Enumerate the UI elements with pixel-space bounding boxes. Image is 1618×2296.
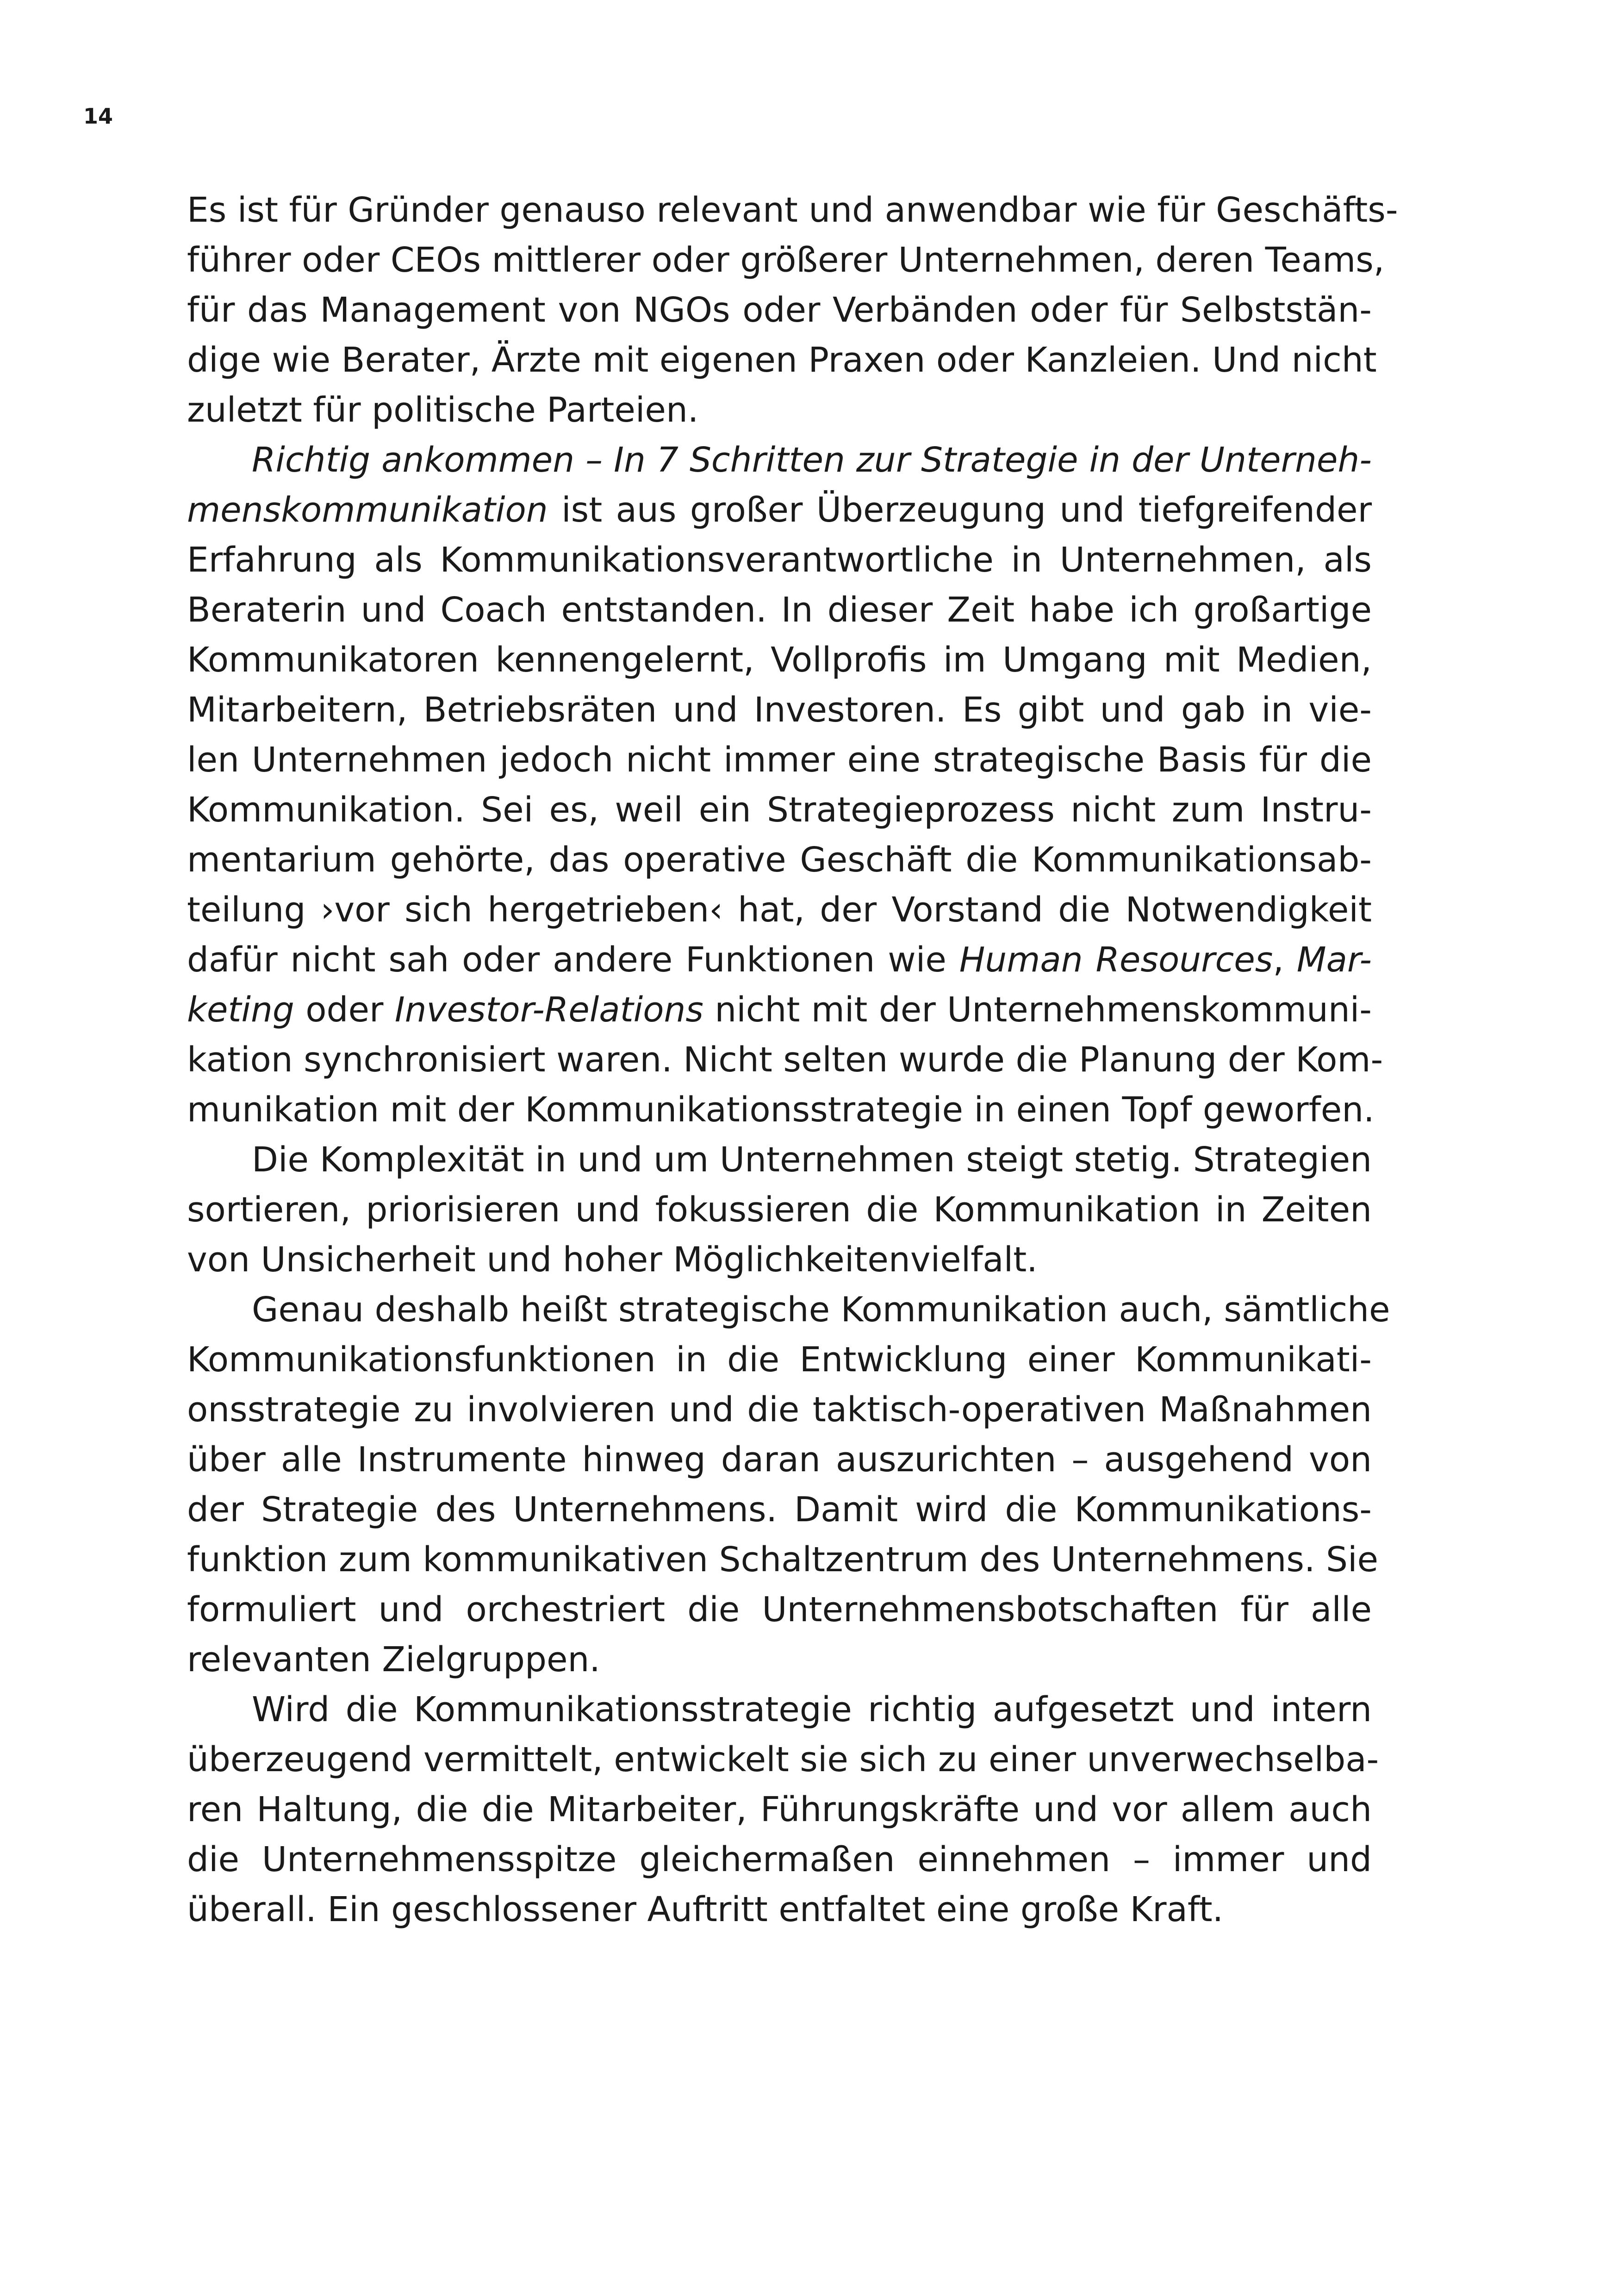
text-run: formuliert und orchestriert die Unternehmensbotschaften für alle [187, 1590, 1372, 1630]
text-run: führer oder CEOs mittlerer oder größerer Unternehmen, deren Teams, [187, 240, 1385, 280]
text-run: ist aus großer Überzeugung und tiefgreifender [548, 490, 1372, 530]
text-line [187, 535, 1372, 585]
text-line [187, 285, 1372, 335]
text-line [187, 485, 1372, 535]
text-run: Wird die Kommunikationsstrategie richtig aufgesetzt und intern [252, 1690, 1372, 1730]
italic-text: menskommunikation [187, 490, 548, 530]
text-run: Erfahrung als Kommunikationsverantwortliche in Unternehmen, als [187, 540, 1372, 580]
text-line [187, 185, 1398, 235]
text-line [187, 385, 1372, 435]
text-line [187, 1385, 1372, 1435]
text-run: Kommunikation. Sei es, weil ein Strategieprozess nicht zum Instru- [187, 790, 1372, 830]
text-run: zuletzt für politische Parteien. [187, 390, 699, 430]
text-run: Mitarbeitern, Betriebsräten und Investoren. Es gibt und gab in vie- [187, 690, 1372, 730]
text-run: von Unsicherheit und hoher Möglichkeitenvielfalt. [187, 1240, 1038, 1280]
text-line [187, 1235, 1372, 1285]
text-run: kation synchronisiert waren. Nicht selten wurde die Planung der Kom- [187, 1040, 1383, 1080]
italic-text: keting [187, 990, 294, 1030]
text-line [187, 685, 1372, 735]
text-line [187, 1885, 1372, 1935]
text-line [187, 235, 1385, 285]
text-line [187, 1635, 1372, 1685]
text-line [187, 435, 1372, 485]
text-run: relevanten Zielgruppen. [187, 1640, 600, 1680]
text-line [187, 1585, 1372, 1635]
text-run: der Strategie des Unternehmens. Damit wird die Kommunikations- [187, 1490, 1372, 1530]
text-line [187, 335, 1377, 385]
text-line [187, 585, 1372, 635]
text-run: über alle Instrumente hinweg daran auszurichten – ausgehend von [187, 1440, 1372, 1480]
text-line [187, 1785, 1372, 1835]
text-line [187, 1085, 1375, 1135]
text-run: sortieren, priorisieren und fokussieren die Kommunikation in Zeiten [187, 1190, 1372, 1230]
text-line [187, 835, 1372, 885]
paragraph [187, 435, 1383, 1135]
text-line [187, 1685, 1372, 1735]
text-line [187, 1185, 1372, 1235]
paragraph [187, 1135, 1372, 1285]
paragraph [187, 1285, 1390, 1685]
text-run: nicht mit der Unternehmenskommuni- [703, 990, 1372, 1030]
text-line [187, 1835, 1372, 1885]
italic-text: Richtig ankommen – In 7 Schritten zur Strategie in der Unterneh- [252, 440, 1372, 480]
body-text [187, 185, 1398, 1935]
text-line [187, 985, 1372, 1035]
paragraph [187, 185, 1398, 435]
text-run: mentarium gehörte, das operative Geschäft die Kommunikationsab- [187, 840, 1372, 880]
text-line [187, 1285, 1390, 1335]
text-line [187, 785, 1372, 835]
text-line [187, 1735, 1379, 1785]
text-run: die Unternehmensspitze gleichermaßen einnehmen – immer und [187, 1840, 1372, 1879]
text-line [187, 1485, 1372, 1535]
text-line [187, 1335, 1372, 1385]
text-run: Es ist für Gründer genauso relevant und anwendbar wie für Geschäfts- [187, 190, 1398, 230]
text-run: ren Haltung, die die Mitarbeiter, Führungskräfte und vor allem auch [187, 1790, 1372, 1829]
text-run: oder [294, 990, 395, 1030]
text-run: len Unternehmen jedoch nicht immer eine strategische Basis für die [187, 740, 1372, 780]
text-run: teilung ›vor sich hergetrieben‹ hat, der Vorstand die Notwendigkeit [187, 890, 1372, 930]
text-run: onsstrategie zu involvieren und die taktisch-operativen Maßnahmen [187, 1390, 1372, 1430]
text-line [187, 1535, 1379, 1585]
text-line [187, 885, 1372, 935]
text-run: funktion zum kommunikativen Schaltzentrum des Unternehmens. Sie [187, 1540, 1379, 1580]
text-run: Beraterin und Coach entstanden. In dieser Zeit habe ich großartige [187, 590, 1372, 630]
italic-text: Investor-Relations [394, 990, 703, 1030]
text-run: Kommunikatoren kennengelernt, Vollprofis im Umgang mit Medien, [187, 640, 1372, 680]
text-line [187, 1435, 1372, 1485]
text-line [187, 635, 1372, 685]
italic-text: Mar- [1296, 940, 1372, 980]
paragraph [187, 1685, 1379, 1935]
text-run: Kommunikationsfunktionen in die Entwicklung einer Kommunikati- [187, 1340, 1372, 1380]
text-line [187, 1135, 1372, 1185]
page-number: 14 [83, 104, 113, 129]
text-run: dafür nicht sah oder andere Funktionen wie [187, 940, 959, 980]
text-run: Die Komplexität in und um Unternehmen steigt stetig. Strategien [252, 1140, 1372, 1180]
text-line [187, 1035, 1383, 1085]
text-run: Genau deshalb heißt strategische Kommunikation auch, sämtliche [252, 1290, 1390, 1330]
italic-text: Human Resources [959, 940, 1273, 980]
text-run: überall. Ein geschlossener Auftritt entfaltet eine große Kraft. [187, 1890, 1224, 1929]
text-run: für das Management von NGOs oder Verbänden oder für Selbststän- [187, 290, 1372, 330]
text-run: munikation mit der Kommunikationsstrategie in einen Topf geworfen. [187, 1090, 1375, 1130]
text-line [187, 735, 1372, 785]
text-run: überzeugend vermittelt, entwickelt sie sich zu einer unverwechselba- [187, 1740, 1379, 1780]
text-line [187, 935, 1372, 985]
text-run: dige wie Berater, Ärzte mit eigenen Praxen oder Kanzleien. Und nicht [187, 340, 1377, 380]
text-run: , [1273, 940, 1297, 980]
